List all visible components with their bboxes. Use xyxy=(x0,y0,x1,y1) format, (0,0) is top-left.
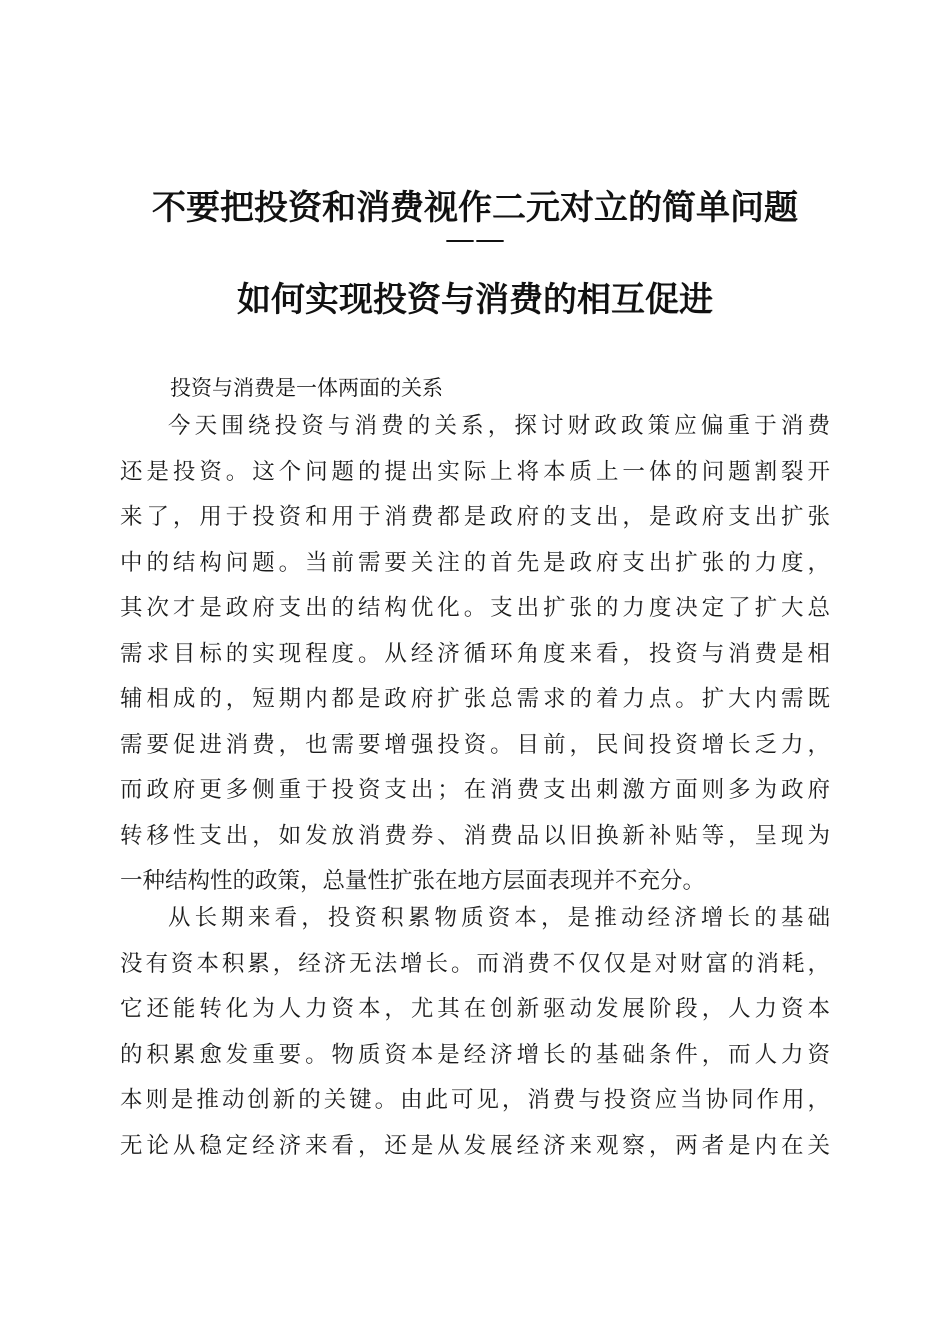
paragraph-line: 无论从稳定经济来看，还是从发展经济来观察，两者是内在关 xyxy=(120,1132,830,1159)
paragraph-line: 它还能转化为人力资本，尤其在创新驱动发展阶段，人力资本 xyxy=(120,996,830,1022)
title-line-2: 如何实现投资与消费的相互促进 xyxy=(237,280,713,320)
paragraph-line: 辅相成的，短期内都是政府扩张总需求的着力点。扩大内需既 xyxy=(120,686,830,712)
paragraph-line: 本则是推动创新的关键。由此可见，消费与投资应当协同作用， xyxy=(120,1087,830,1113)
paragraph-line: 转移性支出，如发放消费券、消费品以旧换新补贴等，呈现为 xyxy=(120,822,830,849)
paragraph-1 xyxy=(120,404,830,905)
paragraph-line: 从长期来看，投资积累物质资本，是推动经济增长的基础 xyxy=(168,905,830,931)
title-separator: —— xyxy=(445,222,505,257)
paragraph-line: 没有资本积累，经济无法增长。而消费不仅仅是对财富的消耗， xyxy=(120,950,830,977)
paragraph-line: 需求目标的实现程度。从经济循环角度来看，投资与消费是相 xyxy=(120,640,830,667)
paragraph-line: 来了，用于投资和用于消费都是政府的支出，是政府支出扩张 xyxy=(120,504,830,530)
title-line-1: 不要把投资和消费视作二元对立的简单问题 xyxy=(152,188,798,228)
paragraph-line: 而政府更多侧重于投资支出；在消费支出刺激方面则多为政府 xyxy=(120,777,830,803)
paragraph-line: 今天围绕投资与消费的关系，探讨财政政策应偏重于消费 xyxy=(168,413,830,439)
paragraph-line: 的积累愈发重要。物质资本是经济增长的基础条件，而人力资 xyxy=(120,1041,830,1068)
paragraph-line: 还是投资。这个问题的提出实际上将本质上一体的问题割裂开 xyxy=(120,458,830,485)
section-heading: 投资与消费是一体两面的关系 xyxy=(170,376,443,400)
paragraph-2 xyxy=(120,896,830,1169)
paragraph-line: 需要促进消费，也需要增强投资。目前，民间投资增长乏力， xyxy=(120,731,830,758)
paragraph-line: 其次才是政府支出的结构优化。支出扩张的力度决定了扩大总 xyxy=(120,595,830,621)
paragraph-line: 中的结构问题。当前需要关注的首先是政府支出扩张的力度， xyxy=(120,549,830,576)
paragraph-line: 一种结构性的政策，总量性扩张在地方层面表现并不充分。 xyxy=(120,868,706,894)
